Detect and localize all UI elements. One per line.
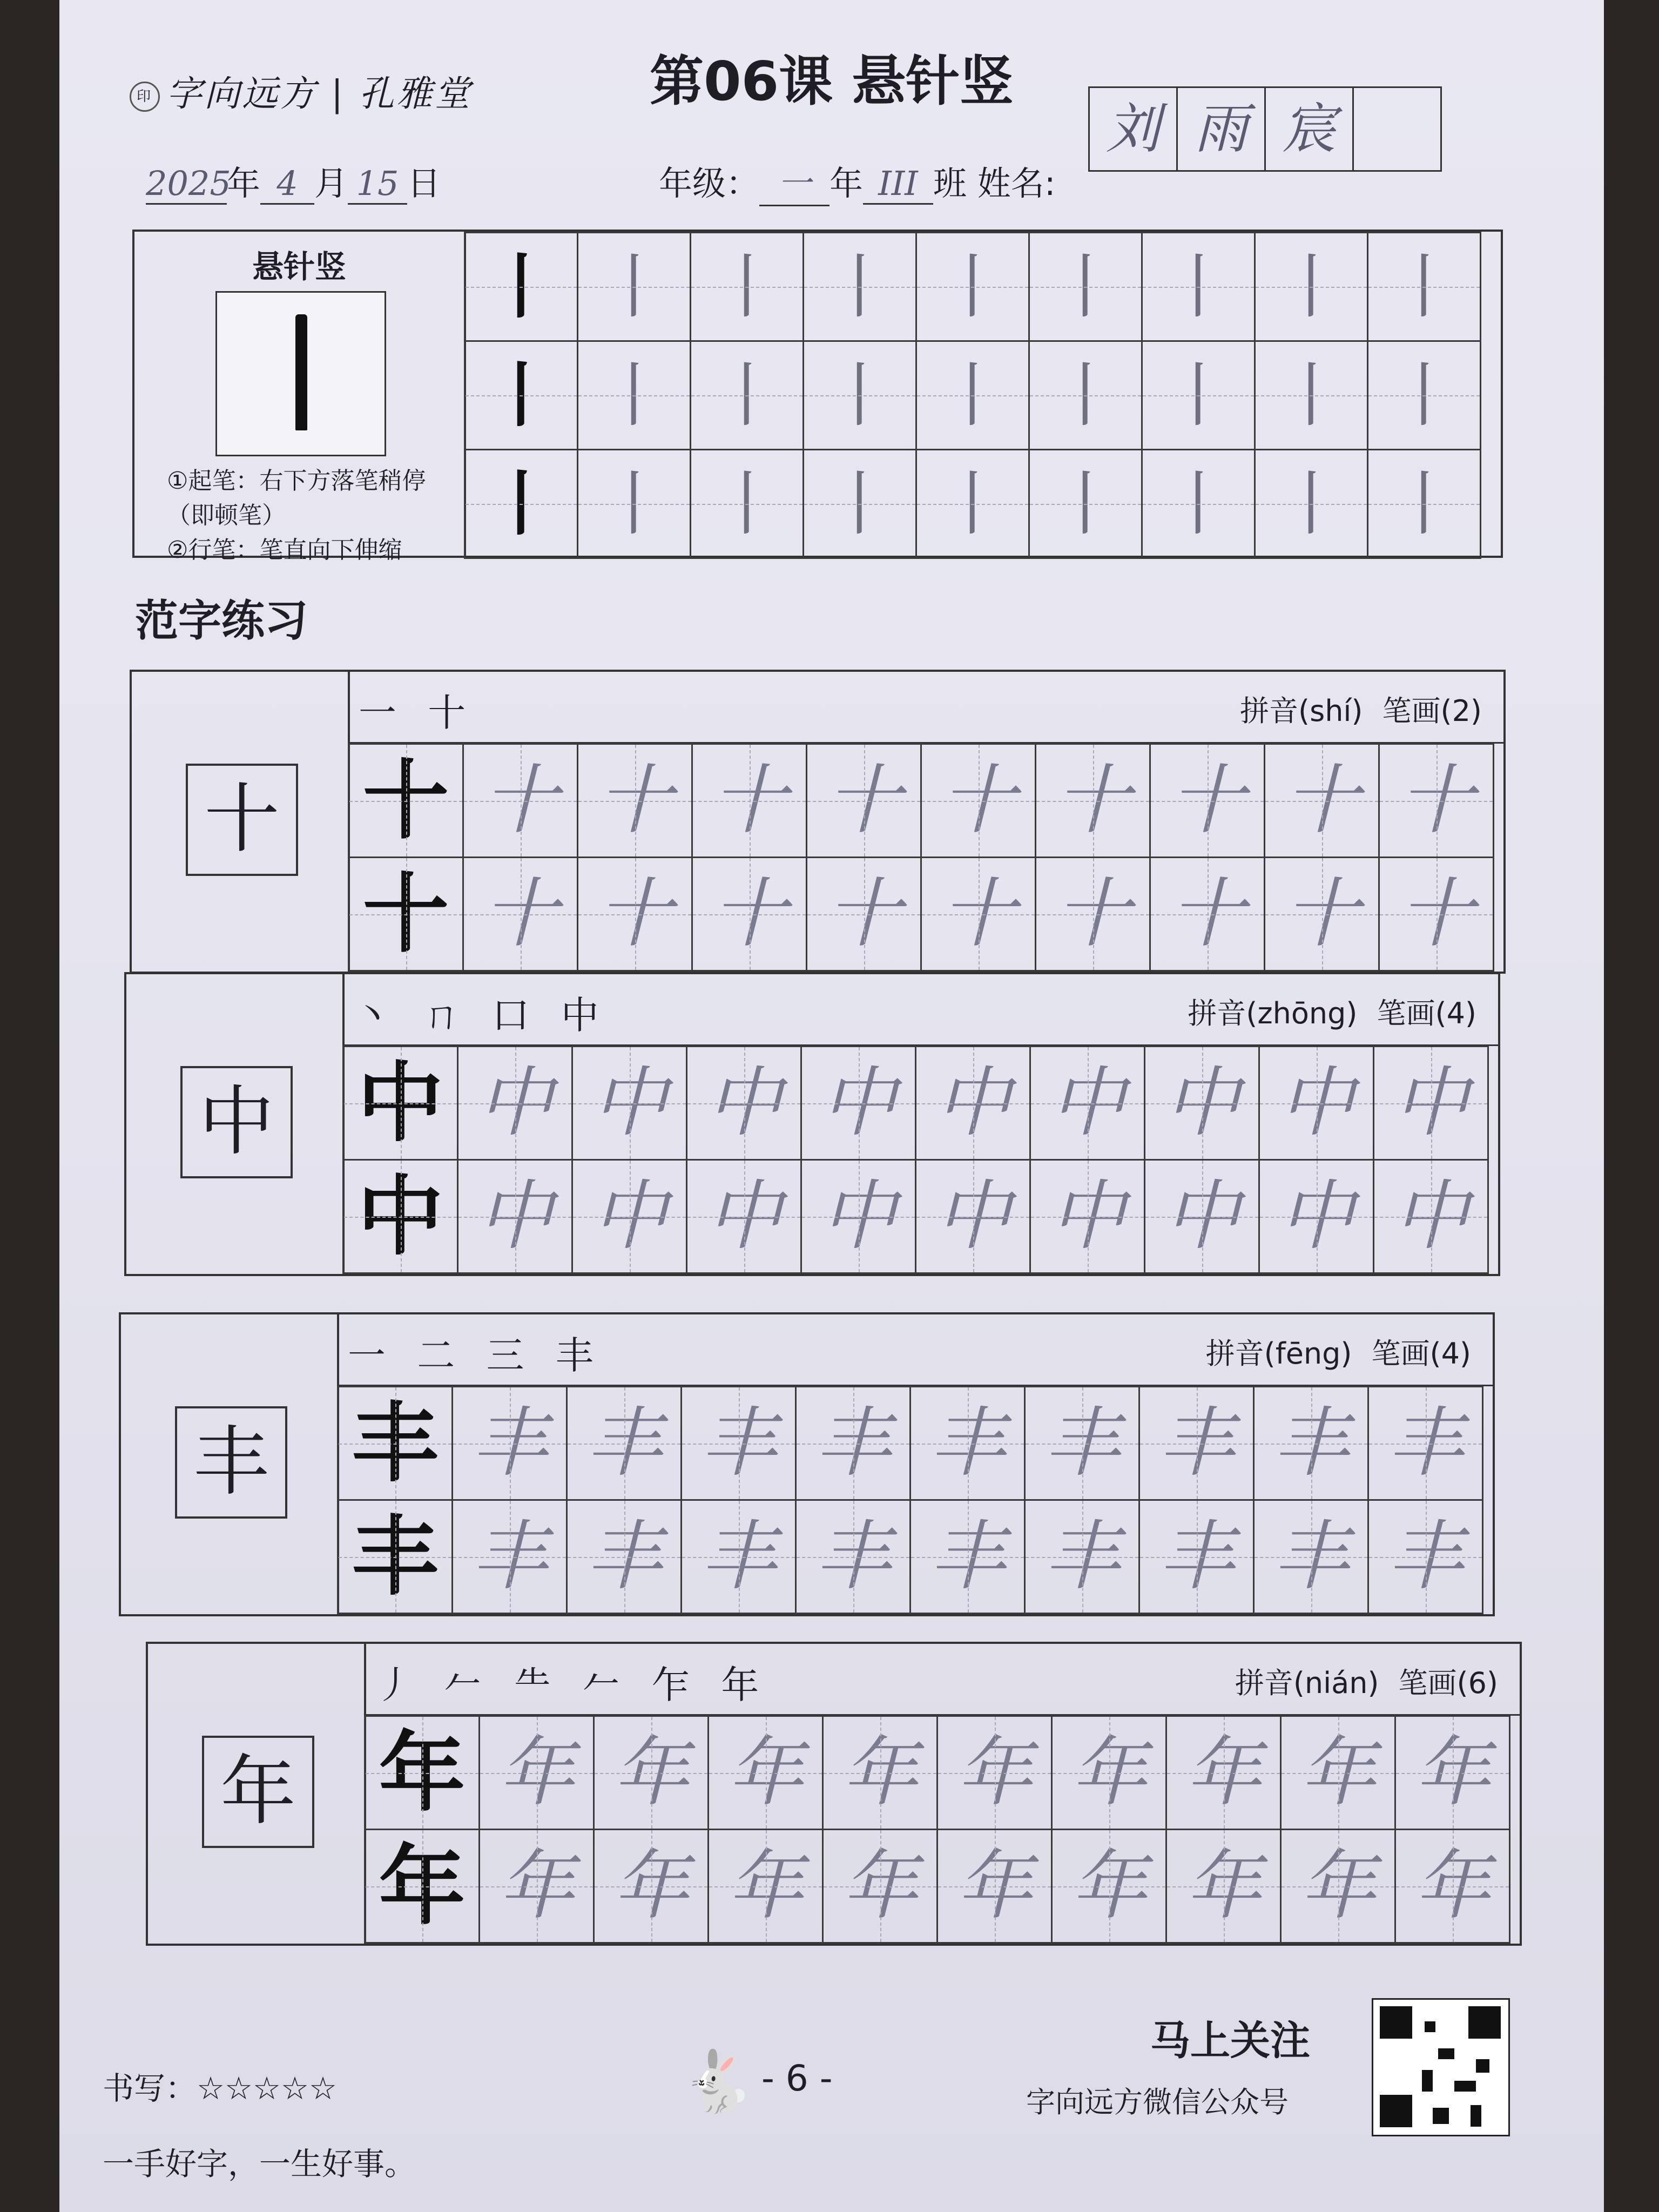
model-character-cell[interactable]: 中 [343, 1160, 458, 1273]
practice-cell[interactable]: 年 [1052, 1716, 1166, 1830]
practice-cell[interactable]: 中 [801, 1160, 916, 1273]
stroke-trace-cell[interactable]: 丨 [916, 233, 1029, 341]
brand-text: 字向远方 | 孔雅堂 [166, 73, 473, 114]
practice-cell[interactable]: 中 [1030, 1047, 1145, 1160]
practice-cell[interactable]: 丰 [1025, 1387, 1139, 1500]
pinyin-info [1188, 990, 1476, 1032]
lesson-title: 第06课 悬针竖 [650, 50, 1014, 113]
practice-cell[interactable]: 年 [1395, 1716, 1510, 1830]
model-character-cell[interactable]: 中 [343, 1047, 458, 1160]
practice-cell[interactable]: 十 [807, 744, 921, 858]
grade-value: 一 [759, 157, 830, 206]
pinyin-info [1235, 1660, 1498, 1702]
character-block [119, 1312, 1495, 1616]
stroke-notes [167, 464, 448, 568]
stroke-trace-cell[interactable]: 丨 [578, 341, 691, 450]
date-year: 2025 [146, 164, 227, 205]
stroke-trace-cell[interactable]: 丨 [1142, 450, 1255, 558]
practice-cell[interactable]: 丰 [1254, 1387, 1368, 1500]
practice-cell[interactable]: 中 [687, 1160, 801, 1273]
date-month-label: 月 [314, 164, 348, 203]
practice-row [365, 1716, 1510, 1830]
practice-cell[interactable]: 年 [1281, 1830, 1395, 1943]
practice-cell[interactable]: 丰 [1025, 1500, 1139, 1614]
practice-cell[interactable]: 中 [1145, 1160, 1259, 1273]
class-value: III [863, 164, 933, 205]
stroke-model-cell[interactable]: 丨 [465, 233, 578, 341]
practice-cell[interactable]: 丰 [796, 1500, 911, 1614]
stroke-order: 丶 ㄇ 口 中 [353, 993, 609, 1037]
stroke-trace-cell[interactable]: 丨 [1255, 233, 1368, 341]
character-block [124, 972, 1500, 1276]
pinyin: (fēng) [1264, 1337, 1352, 1371]
practice-cell[interactable]: 十 [463, 744, 578, 858]
pinyin: (zhōng) [1246, 996, 1358, 1030]
practice-cell[interactable]: 年 [709, 1830, 823, 1943]
character-block [146, 1642, 1522, 1946]
practice-row [349, 744, 1494, 858]
practice-cell[interactable]: 年 [938, 1830, 1052, 1943]
practice-cell[interactable]: 中 [1030, 1160, 1145, 1273]
practice-cell[interactable]: 十 [1150, 744, 1265, 858]
writing-label: 书写： [103, 2070, 197, 2107]
practice-cell[interactable]: 中 [1374, 1047, 1488, 1160]
motto: 一手好字，一生好事。 [103, 2146, 416, 2182]
stroke-lesson-box [132, 230, 1503, 564]
practice-cell[interactable]: 中 [801, 1047, 916, 1160]
practice-cell[interactable]: 年 [709, 1716, 823, 1830]
practice-cell[interactable]: 中 [1145, 1047, 1259, 1160]
character-preview: 丰 [175, 1406, 287, 1519]
practice-cell[interactable]: 丰 [453, 1387, 567, 1500]
stroke-grid-row [465, 341, 1481, 450]
stroke-grid-row [465, 450, 1481, 558]
model-character-cell[interactable]: 十 [349, 744, 463, 858]
practice-cell[interactable]: 十 [1150, 858, 1265, 971]
date-line [146, 157, 441, 205]
stroke-count: (2) [1440, 694, 1482, 728]
practice-cell[interactable]: 十 [578, 744, 692, 858]
model-character-cell[interactable]: 丰 [338, 1500, 453, 1614]
practice-cell[interactable]: 十 [1379, 744, 1494, 858]
practice-cell[interactable]: 十 [921, 858, 1036, 971]
practice-cell[interactable]: 年 [480, 1830, 594, 1943]
stroke-trace-cell[interactable]: 丨 [1142, 233, 1255, 341]
stroke-trace-cell[interactable]: 丨 [804, 450, 916, 558]
pinyin: (shí) [1298, 694, 1363, 728]
name-label: 姓名: [977, 164, 1056, 203]
stroke-trace-cell[interactable]: 丨 [1368, 233, 1481, 341]
practice-cell[interactable]: 十 [578, 858, 692, 971]
date-month: 4 [260, 164, 314, 205]
stroke-trace-cell[interactable]: 丨 [1368, 450, 1481, 558]
pinyin-label: 拼音 [1235, 1666, 1293, 1700]
practice-cell[interactable]: 年 [938, 1716, 1052, 1830]
follow-label: 马上关注 [1150, 2018, 1310, 2064]
practice-cell[interactable]: 中 [687, 1047, 801, 1160]
practice-cell[interactable]: 丰 [567, 1500, 682, 1614]
practice-cell[interactable]: 十 [1265, 744, 1379, 858]
page-number: - 6 - [761, 2058, 833, 2099]
stroke-order: 一 十 [359, 691, 476, 735]
stroke-label: 笔画 [1398, 1666, 1457, 1700]
practice-row [365, 1830, 1510, 1943]
pinyin-info [1206, 1331, 1471, 1372]
stroke-trace-cell[interactable]: 丨 [804, 341, 916, 450]
date-year-label: 年 [227, 164, 261, 203]
character-practice-grid [364, 1715, 1510, 1944]
stroke-count: (4) [1435, 996, 1476, 1030]
character-practice-grid [337, 1386, 1483, 1614]
practice-cell[interactable]: 年 [1166, 1830, 1281, 1943]
stroke-trace-cell[interactable]: 丨 [1142, 341, 1255, 450]
stroke-trace-cell[interactable]: 丨 [804, 233, 916, 341]
practice-cell[interactable]: 丰 [1254, 1500, 1368, 1614]
stroke-trace-cell[interactable]: 丨 [578, 233, 691, 341]
practice-cell[interactable]: 中 [1374, 1160, 1488, 1273]
stroke-model-cell[interactable]: 丨 [465, 450, 578, 558]
writing-score [103, 2063, 337, 2108]
practice-cell[interactable]: 十 [1379, 858, 1494, 971]
practice-cell[interactable]: 年 [1166, 1716, 1281, 1830]
practice-row [338, 1387, 1483, 1500]
character-practice-grid [348, 743, 1494, 972]
practice-cell[interactable]: 丰 [1139, 1500, 1254, 1614]
practice-cell[interactable]: 十 [1036, 858, 1150, 971]
stroke-model-cell[interactable]: 丨 [465, 341, 578, 450]
practice-cell[interactable]: 年 [823, 1716, 938, 1830]
practice-cell[interactable]: 十 [1265, 858, 1379, 971]
practice-cell[interactable]: 丰 [453, 1500, 567, 1614]
stroke-trace-cell[interactable]: 丨 [916, 450, 1029, 558]
name-grid [1088, 86, 1442, 172]
name-char: 雨 [1178, 88, 1266, 170]
practice-cell[interactable]: 丰 [796, 1387, 911, 1500]
brand-seal: 印 [130, 82, 160, 112]
stroke-label: 笔画 [1382, 694, 1441, 728]
practice-cell[interactable]: 中 [572, 1047, 687, 1160]
practice-cell[interactable]: 十 [921, 744, 1036, 858]
name-char: 刘 [1090, 88, 1178, 170]
vertical-stroke-icon [295, 314, 307, 430]
stroke-practice-grid [464, 232, 1481, 559]
pinyin-info [1240, 688, 1482, 730]
name-char [1354, 88, 1440, 170]
star-rating[interactable]: ☆☆☆☆☆ [197, 2070, 337, 2107]
stroke-count: (4) [1429, 1337, 1471, 1371]
practice-cell[interactable]: 年 [480, 1716, 594, 1830]
stroke-note-2: ②行笔：笔直向下伸缩 [167, 536, 402, 564]
model-character-cell[interactable]: 年 [365, 1716, 480, 1830]
practice-cell[interactable]: 年 [594, 1830, 709, 1943]
pinyin: (nián) [1293, 1666, 1379, 1700]
practice-cell[interactable]: 丰 [682, 1387, 796, 1500]
pinyin-label: 拼音 [1205, 1337, 1264, 1371]
practice-cell[interactable]: 中 [916, 1047, 1030, 1160]
stroke-heading: 悬针竖 [252, 248, 346, 285]
stroke-label: 笔画 [1377, 996, 1435, 1030]
practice-cell[interactable]: 丰 [682, 1500, 796, 1614]
rabbit-icon: 🐇 [680, 2047, 754, 2116]
practice-cell[interactable]: 丰 [567, 1387, 682, 1500]
stroke-trace-cell[interactable]: 丨 [1368, 341, 1481, 450]
stroke-order: 一 二 三 丰 [348, 1333, 603, 1378]
practice-cell[interactable]: 十 [692, 744, 807, 858]
practice-cell[interactable]: 中 [916, 1160, 1030, 1273]
date-day-label: 日 [407, 164, 441, 203]
stroke-trace-cell[interactable]: 丨 [691, 341, 804, 450]
stroke-trace-cell[interactable]: 丨 [1255, 450, 1368, 558]
stroke-trace-cell[interactable]: 丨 [691, 233, 804, 341]
practice-cell[interactable]: 中 [1259, 1047, 1374, 1160]
model-character-cell[interactable]: 十 [349, 858, 463, 971]
model-character-cell[interactable]: 年 [365, 1830, 480, 1943]
practice-cell[interactable]: 丰 [1139, 1387, 1254, 1500]
stroke-trace-cell[interactable]: 丨 [1029, 341, 1142, 450]
stroke-count: (6) [1456, 1666, 1498, 1700]
practice-row [343, 1047, 1488, 1160]
grade-label: 年级： [659, 164, 760, 203]
practice-cell[interactable]: 丰 [1368, 1500, 1483, 1614]
stroke-note-1: ①起笔：右下方落笔稍停（即顿笔） [167, 467, 426, 529]
qr-code-icon[interactable] [1372, 1998, 1510, 2136]
stroke-trace-cell[interactable]: 丨 [578, 450, 691, 558]
practice-cell[interactable]: 丰 [911, 1500, 1025, 1614]
stroke-trace-cell[interactable]: 丨 [691, 450, 804, 558]
grade-year-label: 年 [830, 164, 864, 203]
pinyin-label: 拼音 [1240, 694, 1298, 728]
section-title: 范字练习 [135, 596, 308, 646]
practice-row [343, 1160, 1488, 1273]
worksheet-page [59, 0, 1604, 2212]
practice-cell[interactable]: 年 [823, 1830, 938, 1943]
stroke-trace-cell[interactable]: 丨 [1029, 233, 1142, 341]
practice-cell[interactable]: 中 [458, 1047, 572, 1160]
pinyin-label: 拼音 [1188, 996, 1246, 1030]
practice-cell[interactable]: 丰 [1368, 1387, 1483, 1500]
practice-cell[interactable]: 十 [1036, 744, 1150, 858]
practice-row [349, 858, 1494, 971]
stroke-label: 笔画 [1371, 1337, 1430, 1371]
character-preview: 中 [180, 1066, 293, 1178]
practice-cell[interactable]: 丰 [911, 1387, 1025, 1500]
practice-cell[interactable]: 年 [594, 1716, 709, 1830]
practice-cell[interactable]: 中 [1259, 1160, 1374, 1273]
stroke-trace-cell[interactable]: 丨 [1255, 341, 1368, 450]
class-info [659, 157, 1056, 206]
practice-cell[interactable]: 年 [1052, 1830, 1166, 1943]
practice-cell[interactable]: 中 [458, 1160, 572, 1273]
stroke-info-panel [134, 232, 466, 564]
stroke-diagram [215, 291, 386, 456]
wechat-label: 字向远方微信公众号 [1026, 2085, 1289, 2119]
practice-cell[interactable]: 十 [463, 858, 578, 971]
practice-cell[interactable]: 十 [692, 858, 807, 971]
name-char: 宸 [1266, 88, 1354, 170]
practice-cell[interactable]: 年 [1395, 1830, 1510, 1943]
model-character-cell[interactable]: 丰 [338, 1387, 453, 1500]
stroke-trace-cell[interactable]: 丨 [916, 341, 1029, 450]
practice-row [338, 1500, 1483, 1614]
stroke-grid-row [465, 233, 1481, 341]
practice-cell[interactable]: 中 [572, 1160, 687, 1273]
stroke-order: 丿 𠂉 ⺧ 𠂉 乍 年 [375, 1663, 769, 1707]
character-block [130, 670, 1506, 974]
class-label: 班 [933, 164, 967, 203]
character-preview: 年 [202, 1736, 314, 1848]
practice-cell[interactable]: 年 [1281, 1716, 1395, 1830]
practice-cell[interactable]: 十 [807, 858, 921, 971]
date-day: 15 [348, 164, 407, 205]
character-practice-grid [342, 1046, 1489, 1274]
stroke-trace-cell[interactable]: 丨 [1029, 450, 1142, 558]
character-preview: 十 [186, 764, 298, 876]
